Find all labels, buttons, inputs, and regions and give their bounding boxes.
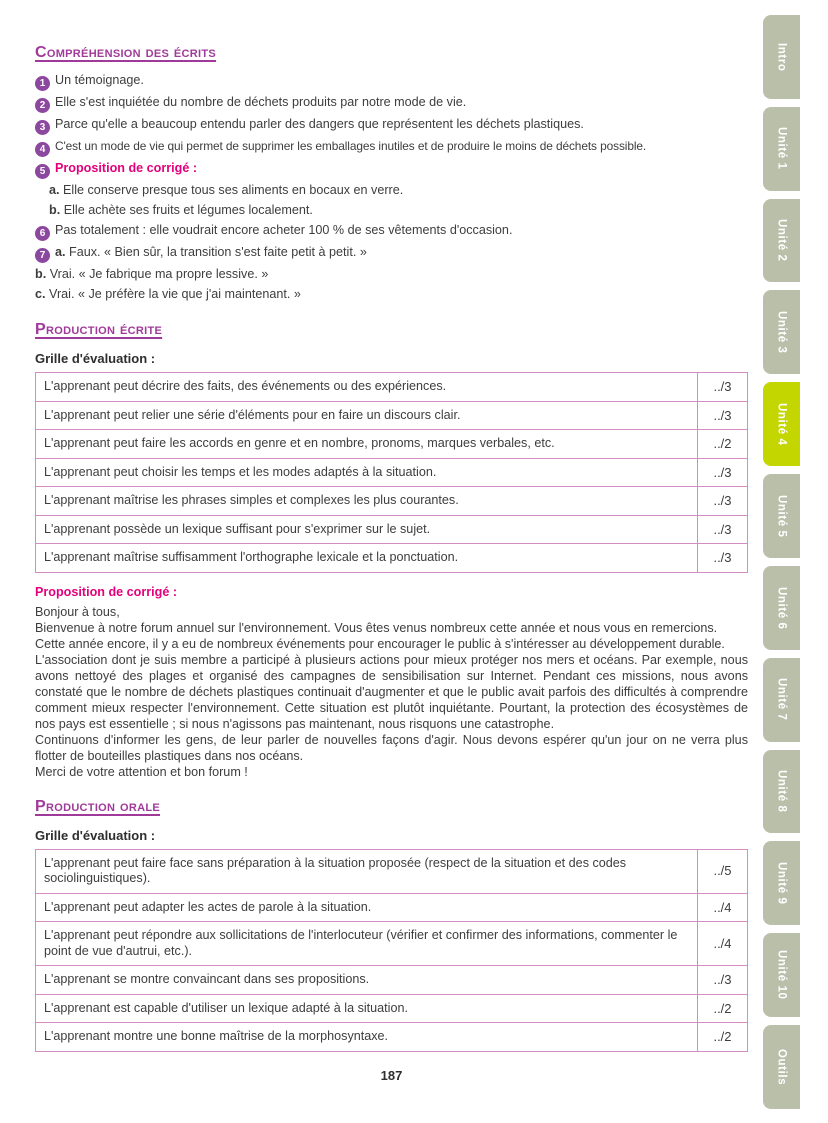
tab-outils[interactable]: Outils bbox=[763, 1025, 800, 1109]
grid-row bbox=[36, 430, 748, 459]
corrige-block-label bbox=[35, 583, 748, 601]
item-number-badge: 6 bbox=[35, 226, 50, 241]
criterion-score: ../3 bbox=[698, 487, 748, 516]
tab-unite-7[interactable]: Unité 7 bbox=[763, 658, 800, 742]
tab-unite-4[interactable]: Unité 4 bbox=[763, 382, 800, 466]
answer-text: Un témoignage. bbox=[55, 73, 144, 87]
section-title-production-ecrite: Production écrite bbox=[35, 321, 163, 338]
corrige-paragraph: Merci de votre attention et bon forum ! bbox=[35, 764, 248, 779]
grid-row bbox=[36, 849, 748, 893]
corrige-paragraph: Bienvenue à notre forum annuel sur l'environnement. Vous êtes venus nombreux cette année et nous vous en remercions. bbox=[35, 620, 718, 635]
page-content bbox=[35, 44, 748, 1083]
criterion-score: ../5 bbox=[698, 849, 748, 893]
criterion-text: L'apprenant peut faire face sans préparation à la situation proposée (respect de la situation et des codes sociolinguistiques). bbox=[36, 849, 698, 893]
answer-item-7c bbox=[35, 285, 748, 303]
item-number-badge: 1 bbox=[35, 76, 50, 91]
corrige-paragraph: Bonjour à tous, bbox=[35, 604, 120, 619]
grid-row bbox=[36, 893, 748, 922]
tab-unite-2[interactable]: Unité 2 bbox=[763, 199, 800, 283]
grid-row bbox=[36, 544, 748, 573]
tab-unite-8[interactable]: Unité 8 bbox=[763, 750, 800, 834]
item-number-badge: 3 bbox=[35, 120, 50, 135]
tab-unite-9[interactable]: Unité 9 bbox=[763, 841, 800, 925]
grid-row bbox=[36, 373, 748, 402]
criterion-score: ../2 bbox=[698, 430, 748, 459]
criterion-score: ../2 bbox=[698, 1023, 748, 1052]
answer-item-7b bbox=[35, 265, 748, 283]
answer-text: Elle conserve presque tous ses aliments en bocaux en verre. bbox=[63, 183, 404, 197]
grid-row bbox=[36, 966, 748, 995]
answer-item-4 bbox=[35, 137, 748, 157]
grid-row bbox=[36, 1023, 748, 1052]
criterion-score: ../3 bbox=[698, 401, 748, 430]
grid-label-ecrite: Grille d'évaluation : bbox=[35, 351, 156, 366]
grid-row bbox=[36, 401, 748, 430]
criterion-score: ../3 bbox=[698, 458, 748, 487]
grid-row bbox=[36, 458, 748, 487]
corrige-label: Proposition de corrigé : bbox=[35, 584, 178, 599]
corrige-paragraph: L'association dont je suis membre a participé à plusieurs actions pour mieux protéger nos mers et océans. Par exemple, nous avons nettoyé des plages et organisé des campagnes de sensibilisation sur Internet. Pendant ces missions, nous avons constaté que le nombre de déchets plastiques continuait d'augmenter et que le public avait parfois des difficultés à comprendre comment mieux respecter l'environnement. Cette situation est plutôt inquiétante. Pourtant, la protection des écosystèmes de nos pays est essentielle ; si nous n'agissons pas maintenant, nous risquons une catastrophe. bbox=[35, 652, 748, 731]
criterion-score: ../4 bbox=[698, 893, 748, 922]
criterion-text: L'apprenant possède un lexique suffisant pour s'exprimer sur le sujet. bbox=[36, 515, 698, 544]
answer-item-5 bbox=[35, 159, 748, 179]
item-number-badge: 2 bbox=[35, 98, 50, 113]
criterion-text: L'apprenant peut choisir les temps et les modes adaptés à la situation. bbox=[36, 458, 698, 487]
corrige-paragraph: Cette année encore, il y a eu de nombreux événements pour encourager le public à s'intéresser au développement durable. bbox=[35, 636, 725, 651]
criterion-text: L'apprenant montre une bonne maîtrise de la morphosyntaxe. bbox=[36, 1023, 698, 1052]
subitem-letter: a. bbox=[55, 245, 66, 259]
tab-unite-10[interactable]: Unité 10 bbox=[763, 933, 800, 1017]
item-number-badge: 7 bbox=[35, 248, 50, 263]
subitem-letter: b. bbox=[49, 203, 61, 217]
grid-row bbox=[36, 922, 748, 966]
grid-label-orale: Grille d'évaluation : bbox=[35, 827, 156, 843]
subitem-letter: b. bbox=[35, 267, 47, 281]
answer-item-2 bbox=[35, 93, 748, 113]
criterion-text: L'apprenant maîtrise les phrases simples et complexes les plus courantes. bbox=[36, 487, 698, 516]
subitem-letter: c. bbox=[35, 287, 46, 301]
criterion-text: L'apprenant est capable d'utiliser un lexique adapté à la situation. bbox=[36, 994, 698, 1023]
answer-list bbox=[35, 71, 748, 303]
answer-text: Pas totalement : elle voudrait encore acheter 100 % de ses vêtements d'occasion. bbox=[55, 223, 513, 237]
criterion-score: ../3 bbox=[698, 544, 748, 573]
criterion-score: ../2 bbox=[698, 994, 748, 1023]
grid-row bbox=[36, 487, 748, 516]
criterion-score: ../3 bbox=[698, 373, 748, 402]
item-number-badge: 5 bbox=[35, 164, 50, 179]
answer-text: Vrai. « Je préfère la vie que j'ai maintenant. » bbox=[49, 287, 301, 301]
answer-text: Parce qu'elle a beaucoup entendu parler des dangers que représentent les déchets plastiques. bbox=[55, 117, 584, 131]
item-number-badge: 4 bbox=[35, 142, 50, 157]
criterion-text: L'apprenant se montre convaincant dans ses propositions. bbox=[36, 966, 698, 995]
answer-item-3 bbox=[35, 115, 748, 135]
corrige-label: Proposition de corrigé : bbox=[55, 161, 198, 175]
side-tabs bbox=[763, 15, 800, 1109]
answer-text: C'est un mode de vie qui permet de supprimer les emballages inutiles et de produire le moins de déchets possible. bbox=[55, 139, 647, 153]
grid-row bbox=[36, 515, 748, 544]
evaluation-grid-ecrite bbox=[35, 372, 748, 573]
grid-row bbox=[36, 994, 748, 1023]
criterion-text: L'apprenant peut décrire des faits, des événements ou des expériences. bbox=[36, 373, 698, 402]
answer-text: Elle achète ses fruits et légumes localement. bbox=[63, 203, 313, 217]
criterion-text: L'apprenant peut adapter les actes de parole à la situation. bbox=[36, 893, 698, 922]
criterion-score: ../4 bbox=[698, 922, 748, 966]
answer-item-1 bbox=[35, 71, 748, 91]
answer-text: Vrai. « Je fabrique ma propre lessive. » bbox=[49, 267, 269, 281]
criterion-text: L'apprenant peut répondre aux sollicitations de l'interlocuteur (vérifier et confirmer des informations, commenter le point de vue d'autrui, etc.). bbox=[36, 922, 698, 966]
answer-subitem-a bbox=[35, 181, 748, 199]
tab-unite-5[interactable]: Unité 5 bbox=[763, 474, 800, 558]
criterion-text: L'apprenant maîtrise suffisamment l'orthographe lexicale et la ponctuation. bbox=[36, 544, 698, 573]
answer-item-7 bbox=[35, 243, 748, 263]
corrige-paragraph: Continuons d'informer les gens, de leur parler de nouvelles façons d'agir. Nous devons espérer qu'un jour on ne verra plus flotter de bouteilles plastiques dans nos océans. bbox=[35, 732, 748, 763]
criterion-score: ../3 bbox=[698, 966, 748, 995]
evaluation-grid-orale bbox=[35, 849, 748, 1052]
answer-text: Faux. « Bien sûr, la transition s'est faite petit à petit. » bbox=[69, 245, 367, 259]
answer-text: Elle s'est inquiétée du nombre de déchets produits par notre mode de vie. bbox=[55, 95, 467, 109]
tab-unite-3[interactable]: Unité 3 bbox=[763, 290, 800, 374]
answer-subitem-b bbox=[35, 201, 748, 219]
section-title-production-orale: Production orale bbox=[35, 797, 161, 815]
page-number: 187 bbox=[380, 1067, 403, 1083]
tab-intro[interactable]: Intro bbox=[763, 15, 800, 99]
criterion-text: L'apprenant peut faire les accords en genre et en nombre, pronoms, marques verbales, etc. bbox=[36, 430, 698, 459]
tab-unite-1[interactable]: Unité 1 bbox=[763, 107, 800, 191]
criterion-text: L'apprenant peut relier une série d'éléments pour en faire un discours clair. bbox=[36, 401, 698, 430]
criterion-score: ../3 bbox=[698, 515, 748, 544]
section-title-comprehension: Compréhension des écrits bbox=[35, 44, 217, 61]
tab-unite-6[interactable]: Unité 6 bbox=[763, 566, 800, 650]
answer-item-6 bbox=[35, 221, 748, 241]
subitem-letter: a. bbox=[49, 183, 60, 197]
